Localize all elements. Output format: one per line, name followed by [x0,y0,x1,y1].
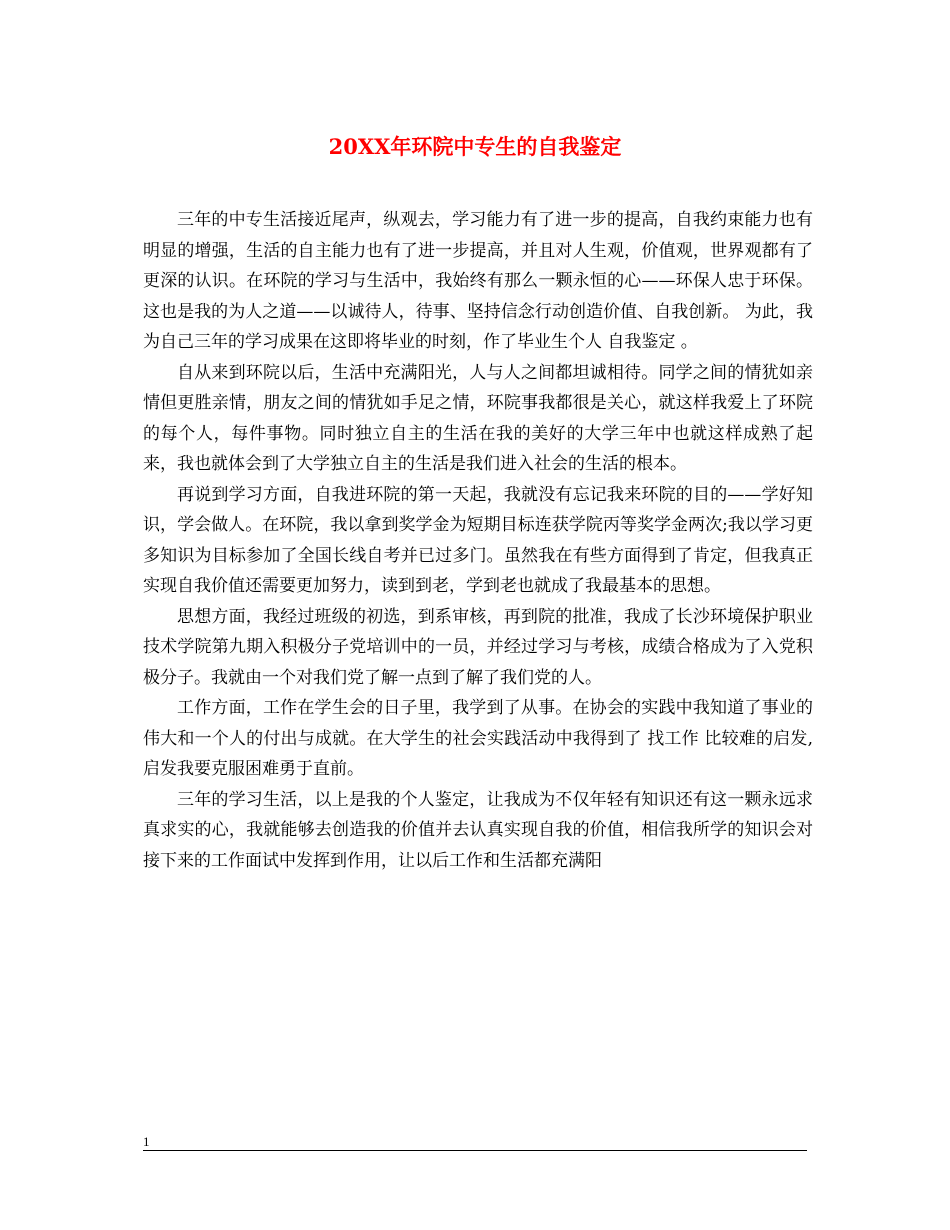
paragraph-4: 思想方面，我经过班级的初选，到系审核，再到院的批准，我成了长沙环境保护职业技术学院第九期入积极分子党培训中的一员，并经过学习与考核，成绩合格成为了入党积极分子。我就由一个对我们党了解一点到了解了我们党的人。 [143,606,813,688]
paragraph-5: 工作方面，工作在学生会的日子里，我学到了从事。在协会的实践中我知道了事业的伟大和一个人的付出与成就。在大学生的社会实践活动中我得到了 找工作 比较难的启发,启发我要克服困难勇于直前。 [143,698,813,779]
page-number: 1 [143,1134,150,1149]
paragraph-3: 再说到学习方面，自我进环院的第一天起，我就没有忘记我来环院的目的——学好知识，学会做人。在环院，我以拿到奖学金为短期目标连获学院丙等奖学金两次;我以学习更多知识为目标参加了全国长线自考并已过多门。虽然我在有些方面得到了肯定，但我真正实现自我价值还需要更加努力，读到到老，学到老也就成了我最基本的思想。 [143,484,813,596]
document-body [143,205,813,876]
paragraph-2: 自从来到环院以后，生活中充满阳光，人与人之间都坦诚相待。同学之间的情犹如亲情但更胜亲情，朋友之间的情犹如手足之情，环院事我都很是关心，就这样我爱上了环院的每个人，每件事物。同时独立自主的生活在我的美好的大学三年中也就这样成熟了起来，我也就体会到了大学独立自主的生活是我们进入社会的生活的根本。 [143,362,813,474]
paragraph-6: 三年的学习生活，以上是我的个人鉴定，让我成为不仅年轻有知识还有这一颗永远求真求实的心，我就能够去创造我的价值并去认真实现自我的价值，相信我所学的知识会对接下来的工作面试中发挥到作用，让以后工作和生活都充满阳 [143,789,813,871]
footer-divider [143,1150,807,1151]
paragraph-1: 三年的中专生活接近尾声，纵观去，学习能力有了进一步的提高，自我约束能力也有明显的增强，生活的自主能力也有了进一步提高，并且对人生观，价值观，世界观都有了更深的认识。在环院的学习与生活中，我始终有那么一颗永恒的心——环保人忠于环保。这也是我的为人之道——以诚待人，待事、坚持信念行动创造价值、自我创新。 为此，我为自己三年的学习成果在这即将毕业的时刻，作了毕业生个人 自我鉴定 。 [143,210,813,352]
document-title: 20XX年环院中专生的自我鉴定 [328,134,622,159]
